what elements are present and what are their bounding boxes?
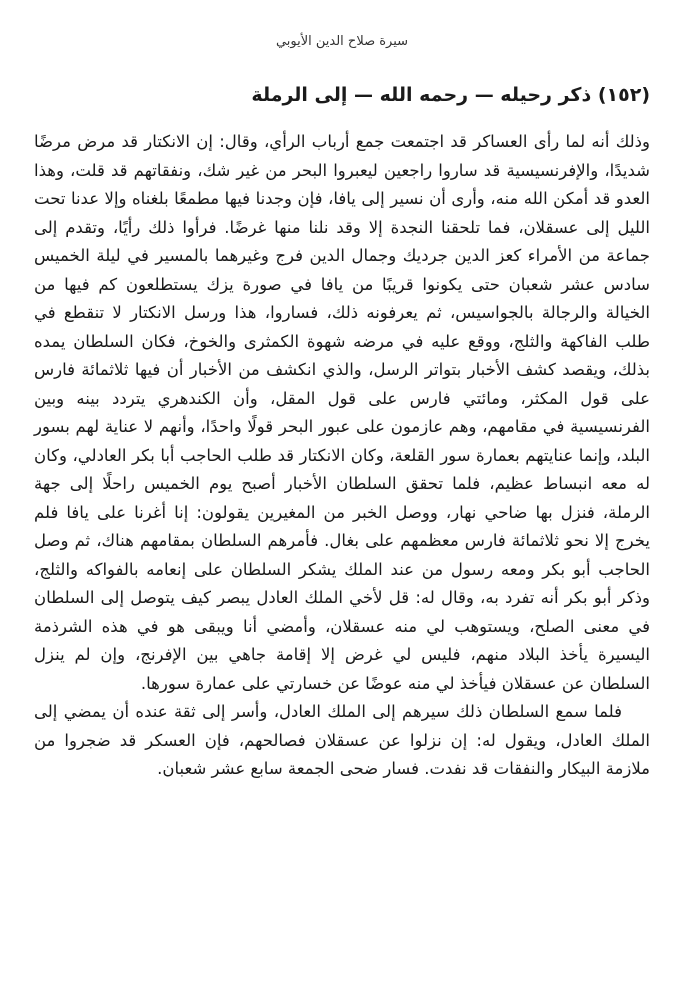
paragraph-1: وذلك أنه لما رأى العساكر قد اجتمعت جمع أرباب الرأي، وقال: إن الانكتار قد مرض مرضًا شديدًا، والإفرنسيسية قد ساروا راجعين ليعبروا البحر من غير شك، ونفقاتهم قد قلت، وهذا العدو قد أمكن الله منه، وأرى أن نسير إلى يافا، فإن وجدنا فيها مطمعًا بلغناه وإلا عدنا تحت الليل إلى عسقلان، فما تلحقنا النجدة إلا وقد نلنا منها غرضًا. فرأوا ذلك رأيًا، وتقدم إلى جماعة من الأمراء كعز الدين جرديك وجمال الدين فرج وغيرهما بالمسير في ليلة الخميس سادس عشر شعبان حتى يكونوا قريبًا من يافا في صورة يزك يستطلعون كم فيها من الخيالة والرجالة بالجواسيس، ثم يعرفونه ذلك، فساروا، هذا ورسل الانكتار لا تنقطع في طلب الفاكهة والثلج، ووقع عليه في مرضه شهوة الكمثرى والخوخ، فكان السلطان يمده بذلك، ويقصد كشف الأخبار بتواتر الرسل، والذي انكشف من الأخبار أن فيها ثلاثمائة فارس على قول المكثر، ومائتي فارس على قول المقل، وأن الكندهري يتردد بينه وبين الفرنسيسية في مقامهم، وهم عازمون على عبور البحر قولًا واحدًا، وأنهم لا عناية لهم بسور البلد، وإنما عنايتهم بعمارة سور القلعة، وكان الانكتار قد طلب الحاجب أبا بكر العادلي، وكان له معه انبساط عظيم، فلما تحقق السلطان الأخبار أصبح يوم الخميس راحلًا إلى جهة الرملة، فنزل بها ضاحي نهار، ووصل الخبر من المغيرين يقولون: إنا أغرنا على يافا فلم يخرج إلا نحو ثلاثمائة فارس معظمهم على بغال. فأمرهم السلطان بمقامهم هناك، ثم وصل الحاجب أبو بكر ومعه رسول من عند الملك يشكر السلطان على إنعامه بالفواكه والثلج، وذكر أبو بكر أنه تفرد به، وقال له: قل لأخي الملك العادل يبصر كيف يتوصل إلى السلطان في معنى الصلح، ويستوهب لي منه عسقلان، وأمضي أنا ويبقى هو في هذه الشرذمة اليسيرة يأخذ البلاد منهم، فليس لي غرض إلا إقامة جاهي بين الإفرنج، وإن لم ينزل السلطان عن عسقلان فيأخذ لي منه عوضًا عن خسارتي على عمارة سورها. (34, 132, 650, 693)
paragraph-2: فلما سمع السلطان ذلك سيرهم إلى الملك العادل، وأسر إلى ثقة عنده أن يمضي إلى الملك العادل، ويقول له: إن نزلوا عن عسقلان فصالحهم، فإن العسكر قد ضجروا من ملازمة البيكار والنفقات قد نفدت. فسار ضحى الجمعة سابع عشر شعبان. (34, 702, 650, 778)
body-text (34, 128, 650, 784)
running-header: سيرة صلاح الدين الأيوبي (275, 34, 409, 49)
chapter-heading: (١٥٢) ذكر رحيله — رحمه الله — إلى الرملة (251, 84, 650, 106)
